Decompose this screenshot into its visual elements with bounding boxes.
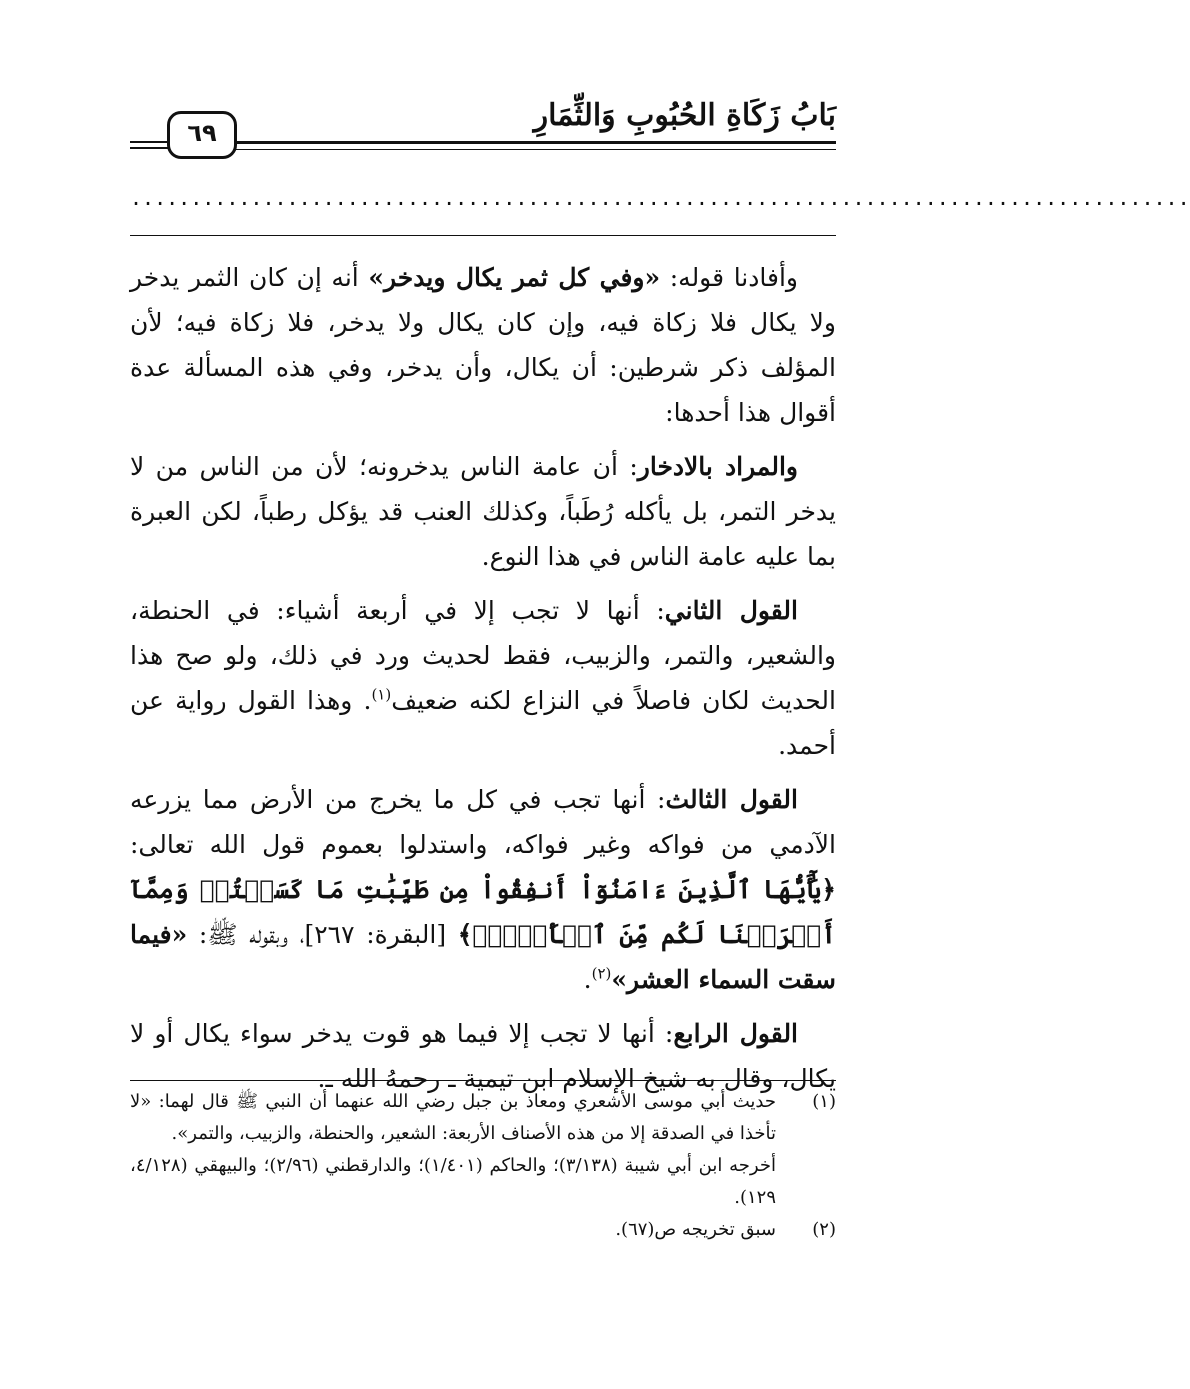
p3-text-end: . وهذا القول رواية عن أحمد. <box>130 686 836 760</box>
p2-heading: والمراد بالادخار <box>637 452 798 481</box>
paragraph-3 <box>130 588 836 768</box>
dotted-separator: ........................................................................................ <box>130 186 1190 210</box>
hadith-quote: «فيما سقت السماء العشر» <box>130 920 836 994</box>
p1-text-rest: أنه إن كان الثمر يدخر ولا يكال فلا زكاة فيه، وإن كان يكال ولا يدخر، فلا زكاة فيه؛ لأن المؤلف ذكر شرطين: أن يكال، وأن يدخر، وفي هذه المسألة عدة أقوال هذا أحدها: <box>130 263 836 427</box>
footnote-1-body <box>130 1086 776 1214</box>
page-number-frame <box>167 111 237 159</box>
page-number: ٦٩ <box>187 119 217 147</box>
p5-heading: القول الرابع <box>673 1019 799 1048</box>
footnote-1 <box>130 1086 836 1214</box>
paragraph-2 <box>130 444 836 579</box>
footnote-2-text: سبق تخريجه ص(٦٧). <box>615 1219 776 1240</box>
quran-verse: ﴿يَٰٓأَيُّهَا ٱلَّذِينَ ءَامَنُوٓاْ أَنفِقُواْ مِن طَيِّبَٰتِ مَا كَسَبۡتُمۡ وَمِمَّآ أَخۡرَجۡنَا لَكُم مِّنَ ٱلۡأَرۡضِۖ﴾ <box>130 875 837 949</box>
main-text <box>130 255 836 1110</box>
p3-text: : أنها لا تجب إلا في أربعة أشياء: في الحنطة، والشعير، والتمر، والزبيب، فقط لحديث ورد في ذلك، ولو صح هذا الحديث لكان فاصلاً في النزاع لكنه ضعيف <box>130 596 836 715</box>
p4-text-end: . <box>583 965 592 994</box>
footnote-1-sources: أخرجه ابن أبي شيبة (٣/١٣٨)؛ والحاكم (١/٤٠١)؛ والدارقطني (٢/٩٦)؛ والبيهقي (٤/١٢٨، ١٢٩). <box>130 1155 776 1208</box>
p1-text-start: وأفادنا قوله: <box>660 263 798 292</box>
chapter-title: بَابُ زَكَاةِ الحُبُوبِ وَالثِّمَارِ <box>533 98 836 133</box>
verse-reference: [البقرة: ٢٦٧]، وبقوله ﷺ: <box>187 920 458 949</box>
header-rule-left-top <box>130 141 172 143</box>
header-rule-thick <box>235 141 836 144</box>
footnotes <box>130 1086 836 1246</box>
footnote-divider <box>130 1080 836 1081</box>
footnote-2-number: (٢) <box>812 1219 836 1240</box>
paragraph-1 <box>130 255 836 435</box>
p3-heading: القول الثاني <box>664 596 798 625</box>
footnote-marker-1[interactable]: (١) <box>371 685 392 704</box>
footnote-1-text: حديث أبي موسى الأشعري ومعاذ بن جبل رضي الله عنهما أن النبي ﷺ قال لهما: «لا تأخذا في الصدقة إلا من هذه الأصناف الأربعة: الشعير، والحنطة، والزبيب، والتمر». <box>130 1091 776 1144</box>
footnote-2 <box>130 1214 836 1246</box>
footnote-1-number: (١) <box>812 1091 836 1112</box>
p2-text: : أن عامة الناس يدخرونه؛ لأن من الناس من لا يدخر التمر، بل يأكله رُطَباً، وكذلك العنب قد يؤكل رطباً، لكن العبرة بما عليه عامة الناس في هذا النوع. <box>130 452 836 571</box>
header-rule-thin <box>235 149 836 150</box>
p4-text: : أنها تجب في كل ما يخرج من الأرض مما يزرعه الآدمي من فواكه وغير فواكه، واستدلوا بعموم قول الله تعالى: <box>130 785 836 859</box>
p4-heading: القول الثالث <box>665 785 798 814</box>
header-rule-left-bottom <box>130 147 172 149</box>
paragraph-4 <box>130 777 836 1002</box>
p1-quoted-phrase: «وفي كل ثمر يكال ويدخر» <box>368 263 661 292</box>
p5-text: : أنها لا تجب إلا فيما هو قوت يدخر سواء يكال أو لا يكال، وقال به شيخ الإسلام ابن تيمية ـ رحمهُ الله ـ. <box>130 1019 836 1093</box>
content-top-rule <box>130 235 836 236</box>
footnote-marker-2[interactable]: (٢) <box>591 964 612 983</box>
